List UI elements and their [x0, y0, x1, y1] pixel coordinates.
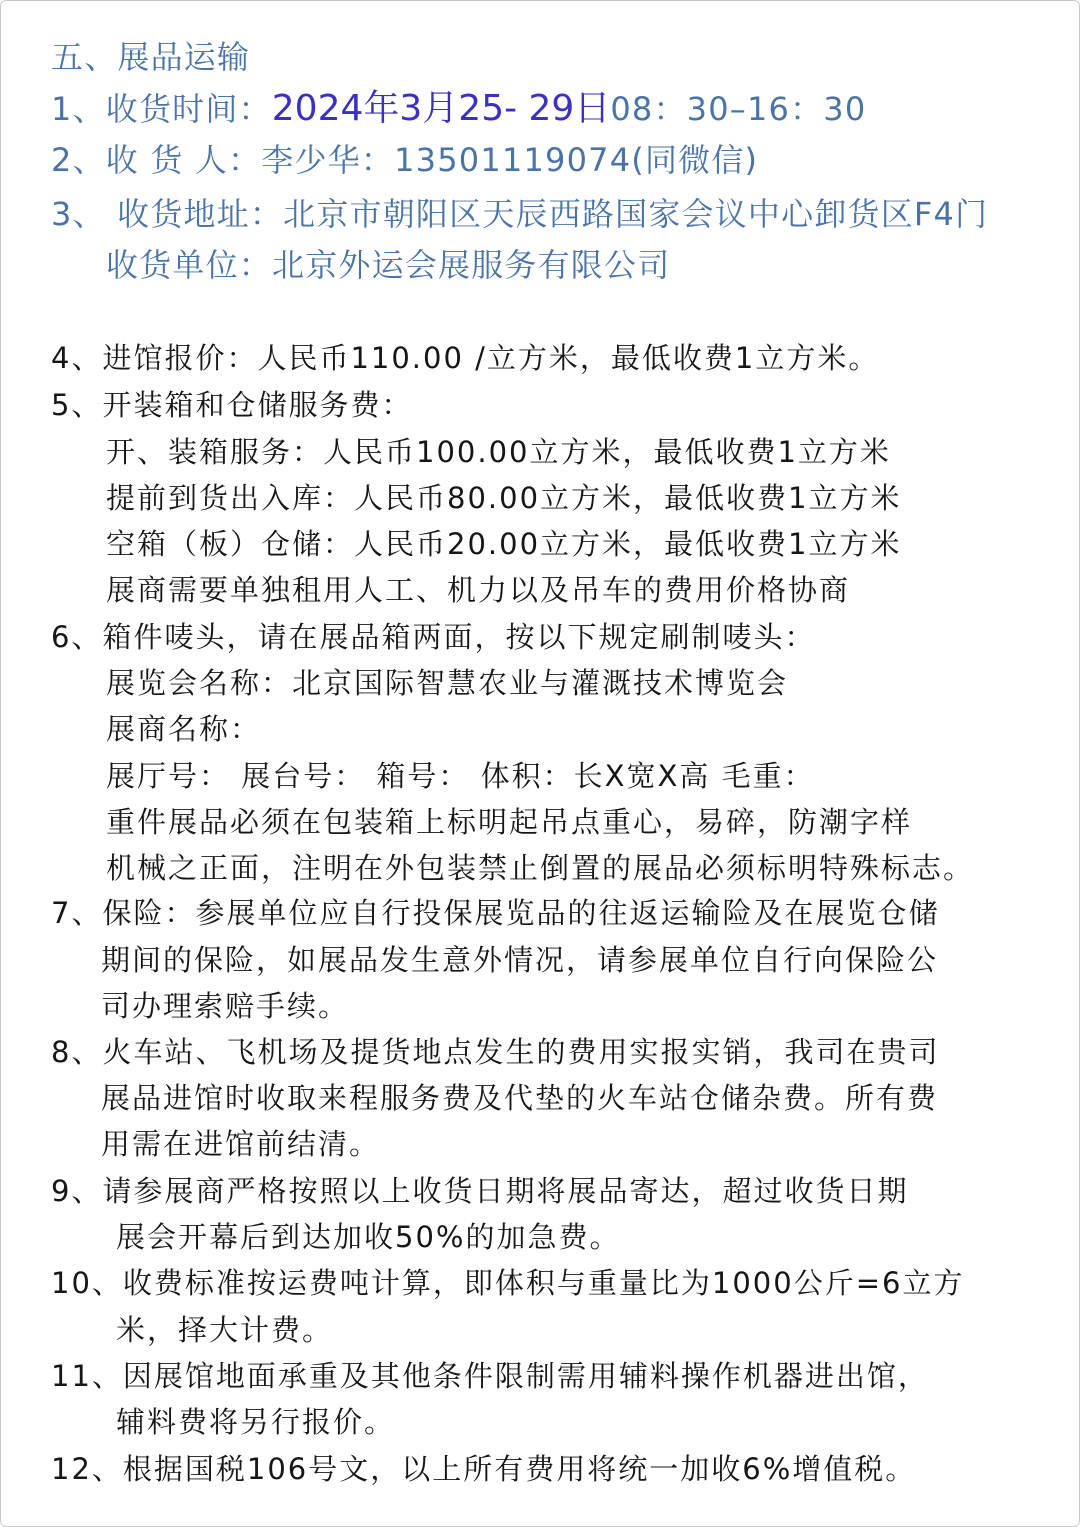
item-8-line-1: 8、火车站、飞机场及提货地点发生的费用实报实销，我司在贵司 [51, 1035, 940, 1069]
section-heading: 五、展品运输 [51, 38, 251, 76]
item-7-line-3: 司办理索赔手续。 [101, 989, 350, 1023]
item-10-line-2: 米，择大计费。 [116, 1313, 334, 1347]
receiving-time-line [51, 88, 867, 129]
item-4: 4、进馆报价：人民币110.00 /立方米，最低收费1立方米。 [51, 341, 880, 375]
receiving-date: 2024年3月25- 29日 [271, 88, 611, 129]
item-11-line-2: 辅料费将另行报价。 [116, 1405, 396, 1439]
item-5-labor-note: 展商需要单独租用人工、机力以及吊车的费用价格协商 [106, 573, 851, 607]
item-6-exhibitor-name: 展商名称： [106, 712, 262, 746]
item-9-line-1: 9、请参展商严格按照以上收货日期将展品寄达，超过收货日期 [51, 1174, 909, 1208]
item-8-line-2: 展品进馆时收取来程服务费及代垫的火车站仓储杂费。所有费 [101, 1081, 939, 1115]
item-10-line-1: 10、收费标准按运费吨计算，即体积与重量比为1000公斤=6立方 [51, 1266, 965, 1300]
item-6: 6、箱件唛头，请在展品箱两面，按以下规定刷制唛头： [51, 620, 816, 654]
item-5-empty-box-storage: 空箱（板）仓储：人民币20.00立方米，最低收费1立方米 [106, 527, 902, 561]
item-9-line-2: 展会开幕后到达加收50%的加急费。 [116, 1220, 621, 1254]
item-7-line-1: 7、保险：参展单位应自行投保展览品的往返运输险及在展览仓储 [51, 896, 940, 930]
item-6-marking-fields: 展厅号： 展台号： 箱号： 体积：长X宽X高 毛重： [106, 759, 815, 793]
item-5-early-arrival: 提前到货出入库：人民币80.00立方米，最低收费1立方米 [106, 481, 902, 515]
item-7-line-2: 期间的保险，如展品发生意外情况，请参展单位自行向保险公 [101, 943, 939, 977]
item-6-special-marks: 机械之正面，注明在外包装禁止倒置的展品必须标明特殊标志。 [106, 851, 975, 885]
item-6-exhibition-name: 展览会名称：北京国际智慧农业与灌溉技术博览会 [106, 666, 789, 700]
item-12: 12、根据国税106号文，以上所有费用将统一加收6%增值税。 [51, 1452, 917, 1486]
consignee-line: 2、收 货 人：李少华：13501119074(同微信) [51, 141, 759, 179]
receiving-hours: 08：30–16：30 [610, 90, 867, 128]
item-6-heavy-items: 重件展品必须在包装箱上标明起吊点重心，易碎，防潮字样 [106, 805, 913, 839]
item-5: 5、开装箱和仓储服务费： [51, 388, 413, 422]
item-11-line-1: 11、因展馆地面承重及其他条件限制需用辅料操作机器进出馆， [51, 1359, 929, 1393]
item-8-line-3: 用需在进馆前结清。 [101, 1127, 381, 1161]
receiving-address-line: 3、 收货地址：北京市朝阳区天辰西路国家会议中心卸货区F4门 [51, 195, 989, 233]
item-5-packing: 开、装箱服务：人民币100.00立方米，最低收费1立方米 [106, 435, 891, 469]
receiving-unit-line: 收货单位：北京外运会展服务有限公司 [106, 246, 671, 284]
receiving-time-label: 1、收货时间： [51, 90, 272, 128]
